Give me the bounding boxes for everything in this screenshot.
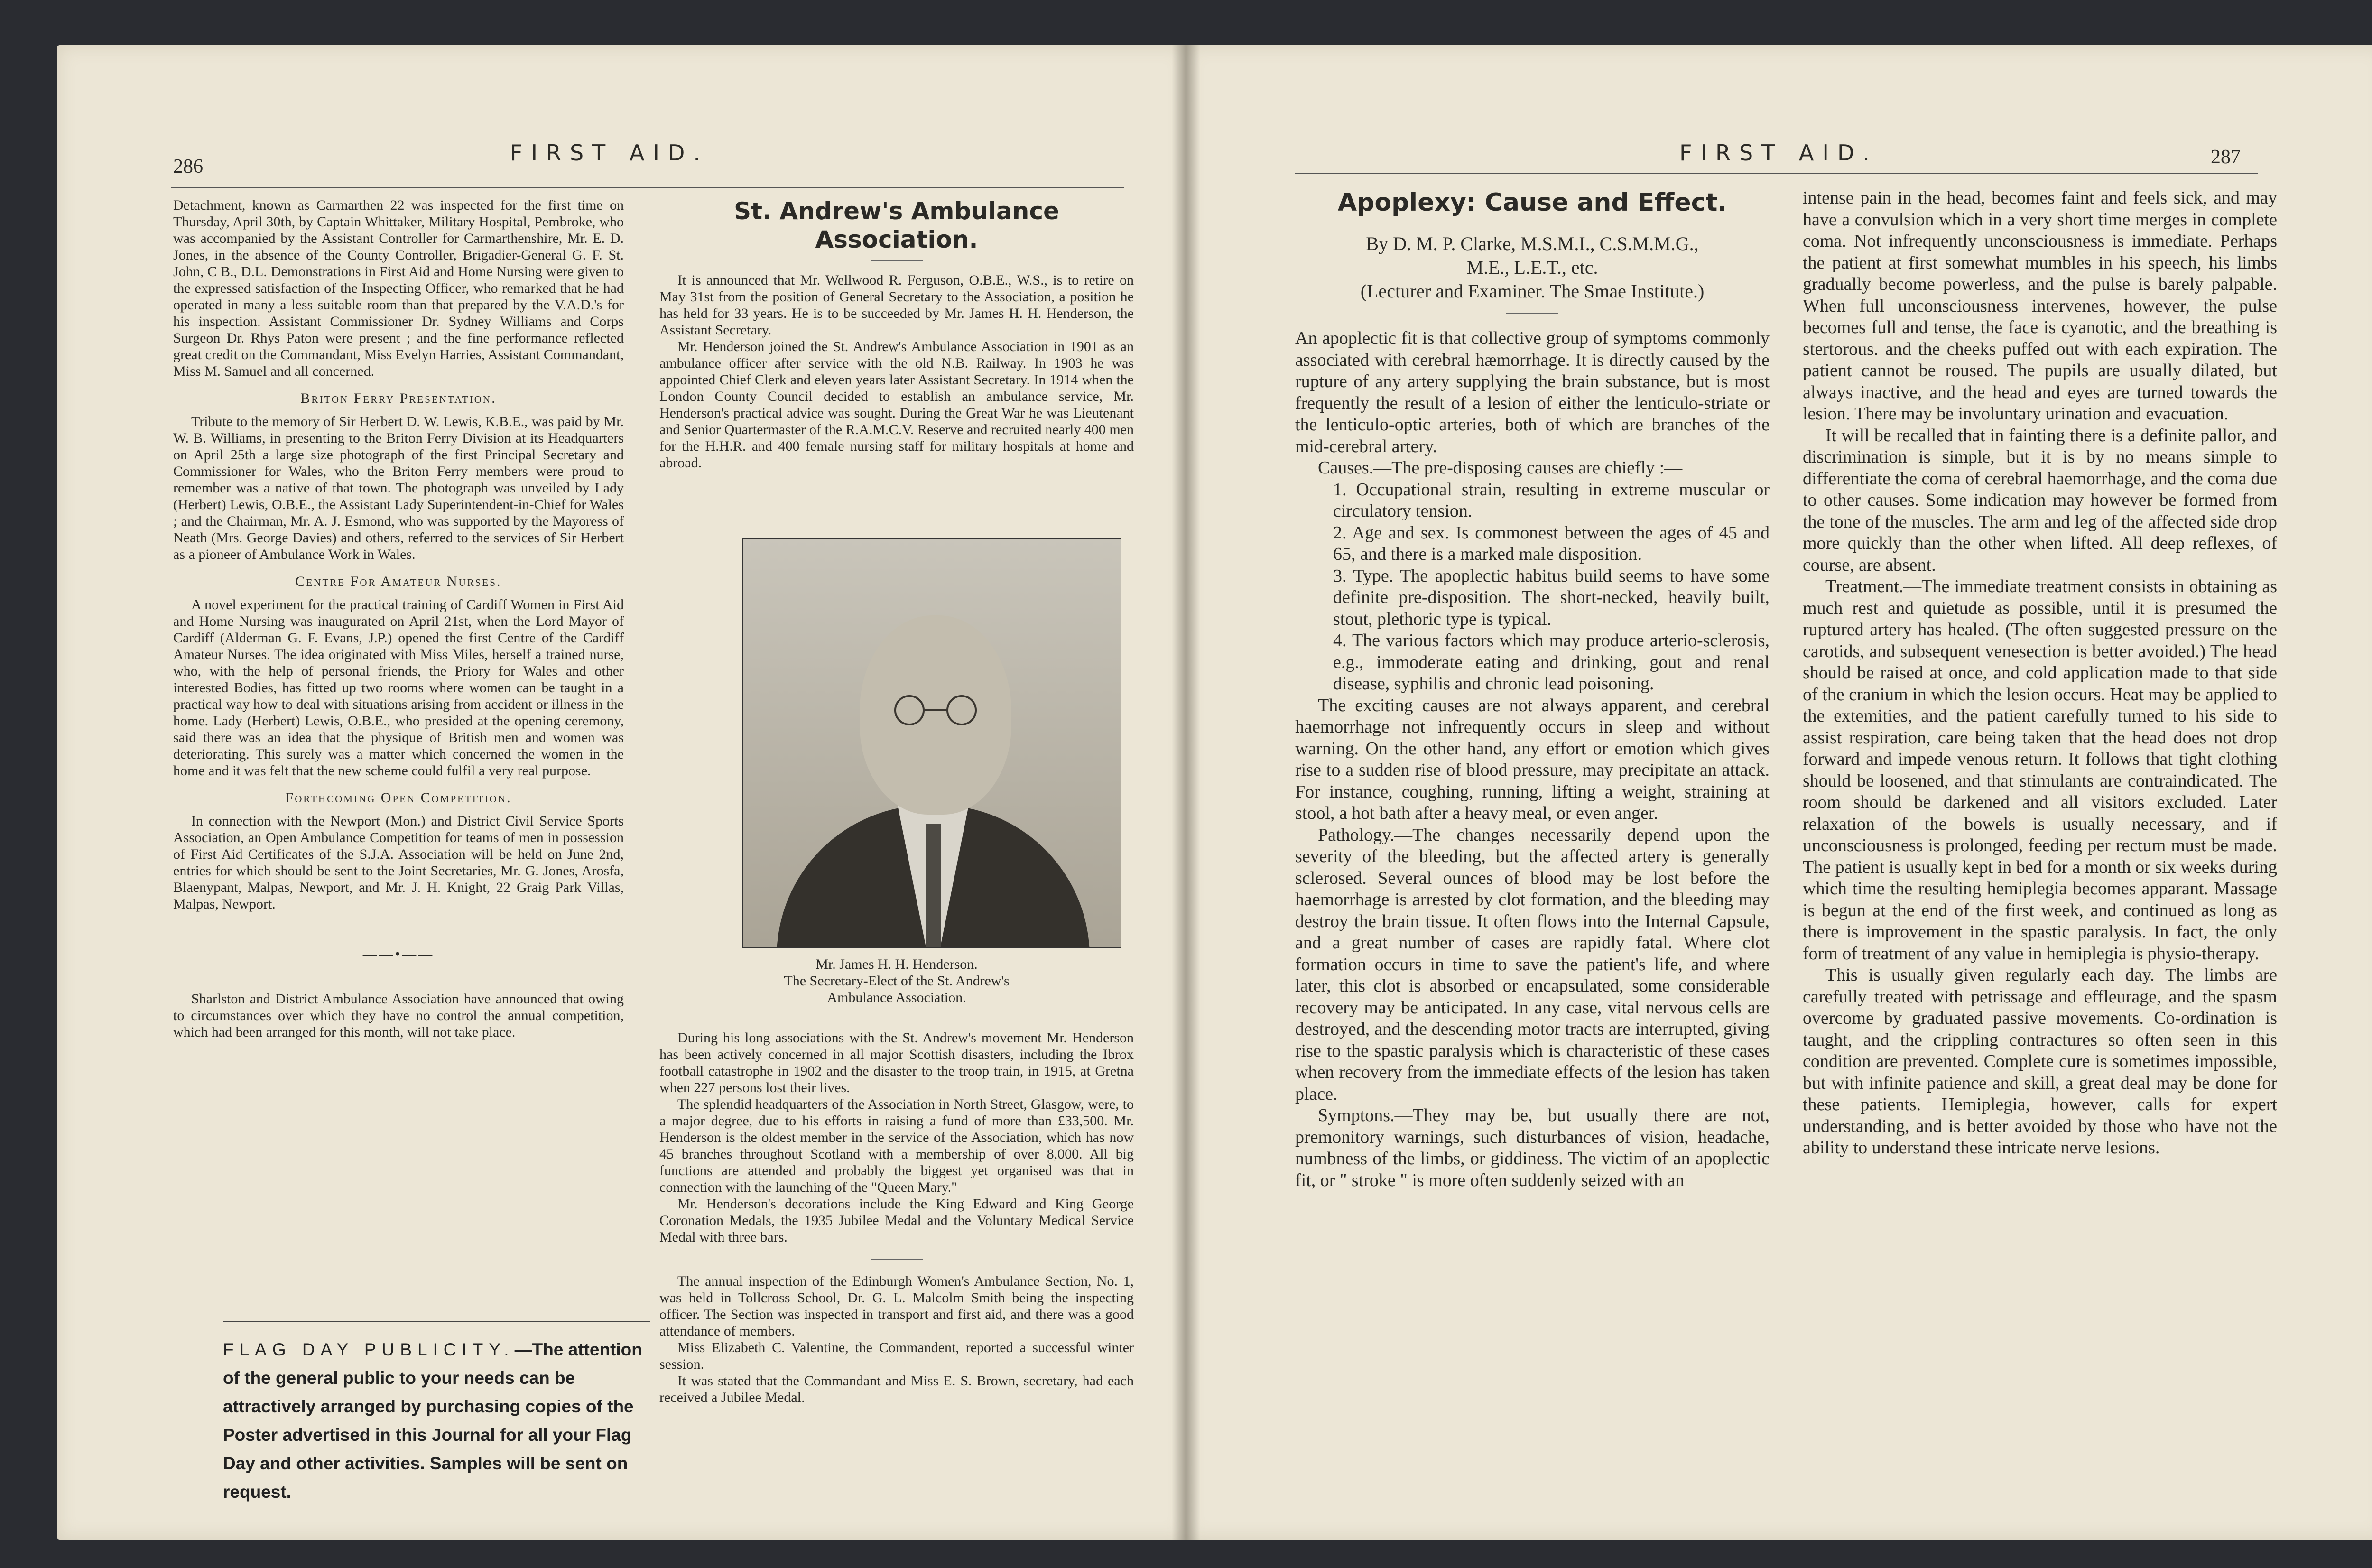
left-column-2 xyxy=(659,197,1134,471)
sharlston-paragraph: Sharlston and District Ambulance Association have announced that owing to circumstances over which they have no control the annual competition, which had been arranged for this month, will not take place. xyxy=(173,991,624,1040)
fainting-paragraph: It will be recalled that in fainting there is a definite pallor, and discrimination is simple, but it is by no means simple to differentiate the coma of cerebral haemorrhage, and the coma due to other causes. Some indication may however be formed from the tone of the muscles. The arm and leg of the affected side drop more quickly than the other when lifted. All deep reflexes, of course, are absent. xyxy=(1803,425,2277,575)
st-andrew-paragraph-8: It was stated that the Commandant and Miss E. S. Brown, secretary, had each received a Jubilee Medal. xyxy=(659,1373,1134,1405)
portrait-photo xyxy=(742,538,1121,948)
pathology-paragraph: Pathology.—The changes necessarily depend upon the severity of the bleeding, but the affected artery is generally sclerosed. Several ounces of blood may be lost before the haemorrhage is arrested by clot formation, and the bleeding may destroy the brain tissue. It often flows into the Internal Capsule, and a great number of cases are rapidly fatal. Where clot formation occurs in time to save the patient's life, and where later, this clot is absorbed or encapsulated, some considerable recovery may be anticipated. In any case, vital nervous cells are destroyed, and the descending motor tracts are interrupted, giving rise to the spastic paralysis which is characteristic of these cases when recovery from the immediate effects of the lesion has taken place. xyxy=(1295,825,1770,1104)
header-rule-right xyxy=(1295,173,2258,174)
caption-line-1: Mr. James H. H. Henderson. xyxy=(815,956,978,972)
amateur-nurses-heading: Centre For Amateur Nurses. xyxy=(295,574,502,589)
st-andrew-paragraph-3: During his long associations with the St. Andrew's movement Mr. Henderson has been actively concerned in all major Scottish disasters, including the Ibrox football catastrophe in 1902 and the disaster to the troop train, in 1915, at Gretna when 227 persons lost their lives. xyxy=(659,1030,1134,1095)
right-column-2 xyxy=(1803,187,2277,1159)
flag-day-text: —The attention of the general public to your needs can be attractively arranged by purchasing copies of the Poster advertised in this Journal for all your Flag Day and other activities. Samples will be sent on request. xyxy=(223,1340,642,1502)
byline-2: M.E., L.E.T., etc. xyxy=(1466,257,1598,278)
right-column-1 xyxy=(1295,187,1770,1191)
symptoms-continued: intense pain in the head, becomes faint and feels sick, and may have a convulsion which in a very short time merges in complete coma. Not infrequently unconsciousness is immediate. Perhaps the patient at first somewhat mumbles in his speech, his limbs gradually become powerless, and the pulse is barely palpable. When full unconsciousness intervenes, however, the pulse becomes full and tense, the face is cyanotic, and the breathing is stertorous. and the cheeks puffed out with each expiration. The patient cannot be roused. The pupils are usually dilated, but always inactive, and the head and eyes are turned towards the lesion. There may be involuntary urination and evacuation. xyxy=(1803,188,2277,424)
causes-heading: Causes.—The pre-disposing causes are chiefly :— xyxy=(1318,458,1683,478)
ornament-divider: ——•—— xyxy=(362,946,435,962)
treatment-paragraph: Treatment.—The immediate treatment consists in obtaining as much rest and quietude as possible, until it is presumed the ruptured artery has healed. (The often suggested pressure on the carotids, and subsequent venesection is better avoided.) The head should be raised at once, and cold application made to that side of the cranium in which the lesion occurs. Heat may be applied to the extemities, and the patient carefully turned to his side to assist respiration, care being taken that the head does not drop forward and impede venous return. It follows that tight clothing should be loosened, and that stimulants are contraindicated. The room should be darkened and all visitors excluded. Later relaxation of the bowels is usually necessary, and if unconsciousness is prolonged, feeding per rectum must be made. The patient is usually kept in bed for a month or six weeks during which time the resulting hemiplegia becomes apparant. Massage is begun at the end of the first week, and continued as long as there is improvement in the spastic paralysis. In fact, the only form of treatment of any value in hemiplegia is physio-therapy. xyxy=(1803,576,2277,964)
physiotherapy-paragraph: This is usually given regularly each day. The limbs are carefully treated with petrissage and effleurage, and the spasm overcome by graduated passive movements. Co-ordination is taught, and the crippling contractures so often seen in this condition are prevented. Complete cure is sometimes impossible, but with infinite patience and skill, a great deal may be done for these patients. Hemiplegia, however, calls for expert understanding, and is better avoided by those who have not the ability to understand these intricate nerve lesions. xyxy=(1803,965,2277,1158)
photo-glasses xyxy=(886,694,985,727)
st-andrew-paragraph-5: Mr. Henderson's decorations include the King Edward and King George Coronation Medals, the 1935 Jubilee Medal and the Voluntary Medical Service Medal with three bars. xyxy=(659,1196,1134,1245)
flag-day-lead: FLAG DAY PUBLICITY. xyxy=(223,1340,515,1359)
byline-1: By D. M. P. Clarke, M.S.M.I., C.S.M.M.G., xyxy=(1366,233,1699,254)
st-andrew-paragraph-6: The annual inspection of the Edinburgh Women's Ambulance Section, No. 1, was held in Tollcross School, Dr. G. L. Malcolm Smith being the inspecting officer. The Section was inspected in transport and first aid, and there was a good attendance of members. xyxy=(659,1273,1134,1339)
section-rule xyxy=(871,1259,923,1260)
st-andrew-paragraph-7: Miss Elizabeth C. Valentine, the Commandent, reported a successful winter session. xyxy=(659,1340,1134,1372)
cause-3: 3. Type. The apoplectic habitus build seems to have some definite pre-disposition. The short-necked, heavily built, stout, plethoric type is typical. xyxy=(1333,566,1770,629)
st-andrew-paragraph-1: It is announced that Mr. Wellwood R. Ferguson, O.B.E., W.S., is to retire on May 31st from the position of General Secretary to the Association, a position he has held for 33 years. He is to be succeeded by Mr. James H. H. Henderson, the Assistant Secretary. xyxy=(659,272,1134,338)
cause-1: 1. Occupational strain, resulting in extreme muscular or circulatory tension. xyxy=(1333,479,1770,521)
cause-4: 4. The various factors which may produce arterio-sclerosis, e.g., immoderate eating and drinking, gout and renal disease, syphilis and chronic lead poisoning. xyxy=(1333,631,1770,694)
st-andrew-paragraph-4: The splendid headquarters of the Association in North Street, Glasgow, were, to a major degree, due to his efforts in raising a fund of more than £33,500. Mr. Henderson is the oldest member in the service of the Association, which has now 45 branches throughout Scotland with a membership of over 8,000. All big functions are attended and probably the biggest yet organised was that in connection with the launching of the "Queen Mary." xyxy=(659,1096,1134,1195)
intro-paragraph: An apoplectic fit is that collective group of symptoms commonly associated with cerebral hæmorrhage. It is directly caused by the rupture of any artery supplying the brain substance, but is most frequently the result of a lesion of either the lenticulo-striate or the lenticulo-optic arteries, both of which are branches of the mid-cerebral artery. xyxy=(1295,328,1770,456)
amateur-nurses-paragraph: A novel experiment for the practical training of Cardiff Women in First Aid and Home Nursing was inaugurated on April 21st, when the Lord Mayor of Cardiff (Alderman G. F. Evans, J.P.) opened the first Centre of the Cardiff Amateur Nurses. The idea originated with Miss Miles, herself a trained nurse, who, with the help of personal friends, the Priory for Wales and other interested Bodies, has fitted up two rooms where women can be taught in a practical way how to deal with situations arising from accident or illness in the home. Lady (Herbert) Lewis, O.B.E., who presided at the opening ceremony, said there was an idea that the physique of British men and women was deteriorating. This surely was a matter which concerned the women in the home and it was felt that the new scheme could fulfil a very real purpose. xyxy=(173,597,624,779)
competition-paragraph: In connection with the Newport (Mon.) and District Civil Service Sports Association, an Open Ambulance Competition for teams of men in possession of First Aid Certificates of the S.J.A. Association will be held on June 2nd, entries for which should be sent to the Joint Secretaries, Mr. G. Jones, Arosfa, Blaenypant, Malpas, Newport, and Mr. J. H. Knight, 22 Graig Park Villas, Malpas, Newport. xyxy=(173,813,624,912)
cause-2: 2. Age and sex. Is commonest between the ages of 45 and 65, and there is a marked male disposition. xyxy=(1333,522,1770,564)
caption-line-2: The Secretary-Elect of the St. Andrew's xyxy=(784,973,1010,989)
header-rule-left xyxy=(171,187,1124,188)
carmarthen-paragraph: Detachment, known as Carmarthen 22 was inspected for the first time on Thursday, April 30th, by Captain Whittaker, Military Hospital, Pembroke, who was accompanied by the Assistant Controller for Carmarthenshire, Mr. E. D. Jones, in the absence of the County Controller, Brigadier-General G. F. St. John, C B., D.L. Demonstrations in First Aid and Home Nursing were given to the expressed satisfaction of the Inspecting Officer, who remarked that he had operated in many a less suitable room than that prepared by the V.A.D.'s for his inspection. Assistant Commissioner Dr. Sydney Williams and Corps Surgeon Dr. Rhys Paton were present ; and the fine performance reflected great credit on the Commandant, Miss Evelyn Harries, Assistant Commandant, Miss M. Samuel and all concerned. xyxy=(173,197,624,379)
byline-rule xyxy=(1506,313,1558,314)
photo-tie xyxy=(926,824,941,947)
photo-caption xyxy=(659,956,1134,1006)
briton-ferry-paragraph: Tribute to the memory of Sir Herbert D. W. Lewis, K.B.E., was paid by Mr. W. B. Williams, in presenting to the Briton Ferry Division at its Headquarters on April 25th a large size photograph of the first Principal Secretary and Commissioner for Wales, who the Briton Ferry members were proud to remember was a native of that town. The photograph was unveiled by Lady (Herbert) Lewis, O.B.E., the Assistant Lady Superintendent-in-Chief for Wales ; and the Chairman, Mr. A. J. Esmond, who was supported by the Mayoress of Neath (Mrs. George Davies) and others, referred to the services of Sir Herbert as a pioneer of Ambulance Work in Wales. xyxy=(173,414,624,562)
title-rule xyxy=(871,260,923,261)
running-header-right: FIRST AID. xyxy=(1679,140,1878,166)
page-number-right: 287 xyxy=(2211,146,2241,168)
briton-ferry-heading: Briton Ferry Presentation. xyxy=(300,390,497,406)
st-andrew-title: St. Andrew's Ambulance Association. xyxy=(734,197,1059,253)
left-column-2-lower xyxy=(659,1030,1134,1406)
running-header-left: FIRST AID. xyxy=(510,140,709,166)
apoplexy-title: Apoplexy: Cause and Effect. xyxy=(1337,188,1727,217)
exciting-causes-paragraph: The exciting causes are not always apparent, and cerebral haemorrhage not infrequently occurs in sleep and without warning. On the other hand, any effort or emotion which gives rise to a sudden rise of blood pressure, may precipitate an attack. For instance, coughing, running, lifting a weight, straining at stool, a hot bath after a heavy meal, or even anger. xyxy=(1295,695,1770,823)
right-page xyxy=(1186,45,2372,1540)
page-number-left: 286 xyxy=(173,156,203,177)
byline-3: (Lecturer and Examiner. The Smae Institute.) xyxy=(1360,280,1705,302)
competition-heading: Forthcoming Open Competition. xyxy=(285,790,512,806)
book-gutter xyxy=(1172,45,1200,1540)
st-andrew-paragraph-2: Mr. Henderson joined the St. Andrew's Ambulance Association in 1901 as an ambulance officer after service with the old N.B. Railway. In 1903 he was appointed Chief Clerk and eleven years later Assistant Secretary. In 1914 when the London County Council decided to establish an ambulance service, Mr. Henderson's practical advice was sought. During the Great War he was Lieutenant and Senior Quartermaster of the R.A.M.C.V. Reserve and recruited nearly 400 men for the H.H.R. and 400 female nursing staff for military hospitals at home and abroad. xyxy=(659,339,1134,471)
symptoms-paragraph: Symptons.—They may be, but usually there are not, premonitory warnings, such disturbances of vision, headache, numbness of the limbs, or giddiness. The victim of an apoplectic fit, or " stroke " is more often suddenly seized with an xyxy=(1295,1105,1770,1190)
left-column-1 xyxy=(173,197,624,1040)
flag-day-rule xyxy=(223,1321,650,1322)
flag-day-notice xyxy=(223,1336,650,1506)
caption-line-3: Ambulance Association. xyxy=(827,990,966,1005)
left-page xyxy=(57,45,1186,1540)
